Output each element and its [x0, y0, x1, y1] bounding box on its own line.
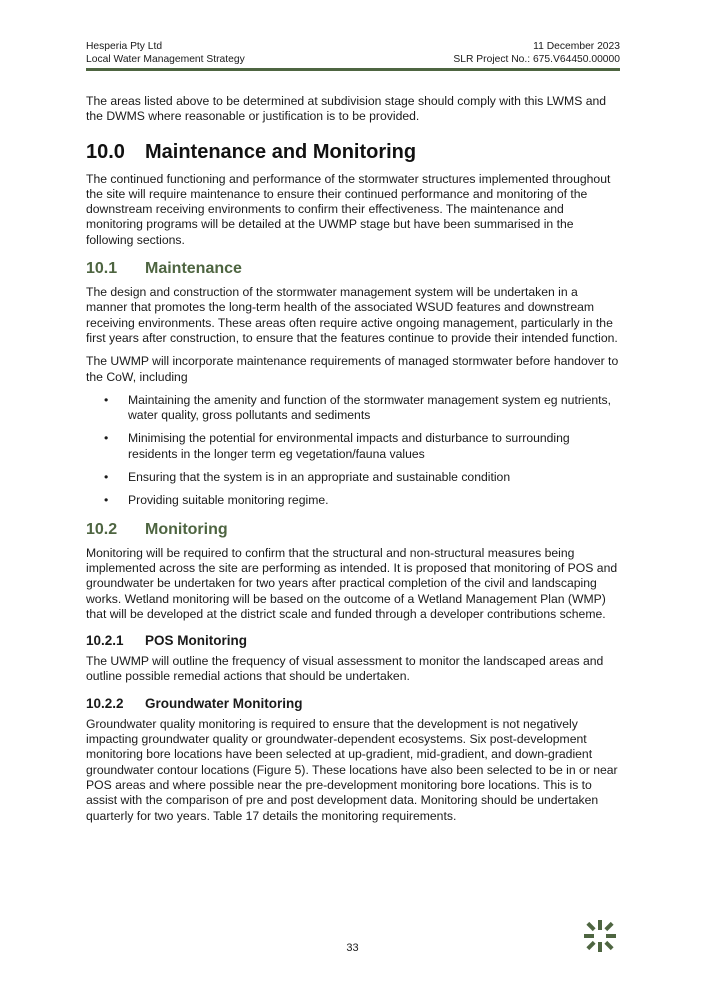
section-10-2-heading [86, 520, 622, 540]
section-number: 10.2.2 [86, 695, 124, 711]
section-number: 10.2.1 [86, 633, 124, 649]
document-body [86, 94, 622, 832]
paragraph: The UWMP will incorporate maintenance requirements of managed stormwater before handover to the CoW, including [86, 354, 619, 384]
section-10-2-2-heading [86, 695, 622, 712]
maintenance-bullet-list [86, 393, 622, 509]
list-item [86, 470, 622, 485]
section-title: POS Monitoring [145, 633, 247, 649]
header-date: 11 December 2023 [533, 41, 620, 52]
paragraph: The continued functioning and performance of the stormwater structures implemented throughout the site will require maintenance to ensure their continued performance and monitoring of the downstream receiving environments to confirm their effectiveness. The maintenance and monitoring programs will be detailed at the UWMP stage but have been summarised in the following sections. [86, 171, 611, 247]
page-number: 33 [346, 942, 359, 954]
list-item-text: Ensuring that the system is in an appropriate and sustainable condition [128, 470, 511, 485]
section-number: 10.2 [86, 520, 118, 538]
slr-logo-icon [582, 918, 618, 954]
bullet-marker: • [104, 470, 109, 485]
paragraph: The UWMP will outline the frequency of visual assessment to monitor the landscaped areas and outline possible remedial actions that should be undertaken. [86, 654, 604, 684]
section-title: Groundwater Monitoring [145, 695, 303, 711]
paragraph: Monitoring will be required to confirm that the structural and non-structural measures being implemented across the site are performing as intended. It is proposed that monitoring of POS and groundwater be undertaken for two years after practical completion of the civil and landscaping works. Wetland monitoring will be based on the outcome of a Wetland Management Plan (WMP) that will be developed at the district scale and funded through a developer contributions scheme. [86, 545, 618, 621]
list-item-text: Maintaining the amenity and function of the stormwater management system eg nutrients, water quality, gross pollutants and sediments [128, 392, 612, 423]
header-divider [86, 68, 620, 71]
section-title: Maintenance and Monitoring [145, 140, 417, 163]
section-10-heading [86, 140, 622, 164]
section-10-2-1-heading [86, 632, 622, 649]
section-title: Monitoring [145, 520, 228, 538]
list-item-text: Minimising the potential for environmental impacts and disturbance to surrounding residents in the longer term eg vegetation/fauna values [128, 431, 570, 461]
header-document-title: Local Water Management Strategy [86, 54, 245, 65]
bullet-marker: • [104, 493, 109, 508]
section-title: Maintenance [145, 260, 242, 278]
section-10-1-heading [86, 259, 622, 279]
list-item [86, 393, 622, 424]
page-header [86, 40, 620, 66]
section-number: 10.1 [86, 260, 118, 278]
list-item-text: Providing suitable monitoring regime. [128, 493, 329, 508]
header-project-number: SLR Project No.: 675.V64450.00000 [453, 54, 620, 65]
list-item [86, 493, 622, 508]
intro-paragraph: The areas listed above to be determined at subdivision stage should comply with this LWMS and the DWMS where reasonable or justification is to be provided. [86, 94, 607, 124]
paragraph: Groundwater quality monitoring is required to ensure that the development is not negatively impacting groundwater quality or groundwater-dependent ecosystems. Six post-development monitoring bore locations have been selected at up-gradient, mid-gradient, and down-gradient groundwater contour locations (Figure 5). These locations have also been selected to be in or near POS areas and where possible near the pre-development monitoring bore locations. This is to assist with the comparison of pre and post development data. Monitoring should be undertaken quarterly for two years. Table 17 details the monitoring requirements. [86, 716, 618, 823]
list-item [86, 431, 622, 462]
bullet-marker: • [104, 392, 109, 407]
paragraph: The design and construction of the stormwater management system will be undertaken in a manner that promotes the long-term health of the associated WSUD features and downstream receiving environments. These areas often require active ongoing management, particularly in the first years after construction, to ensure that the features continue to provide their intended function. [86, 285, 618, 345]
bullet-marker: • [104, 431, 109, 446]
header-company: Hesperia Pty Ltd [86, 41, 163, 52]
section-number: 10.0 [86, 140, 125, 163]
